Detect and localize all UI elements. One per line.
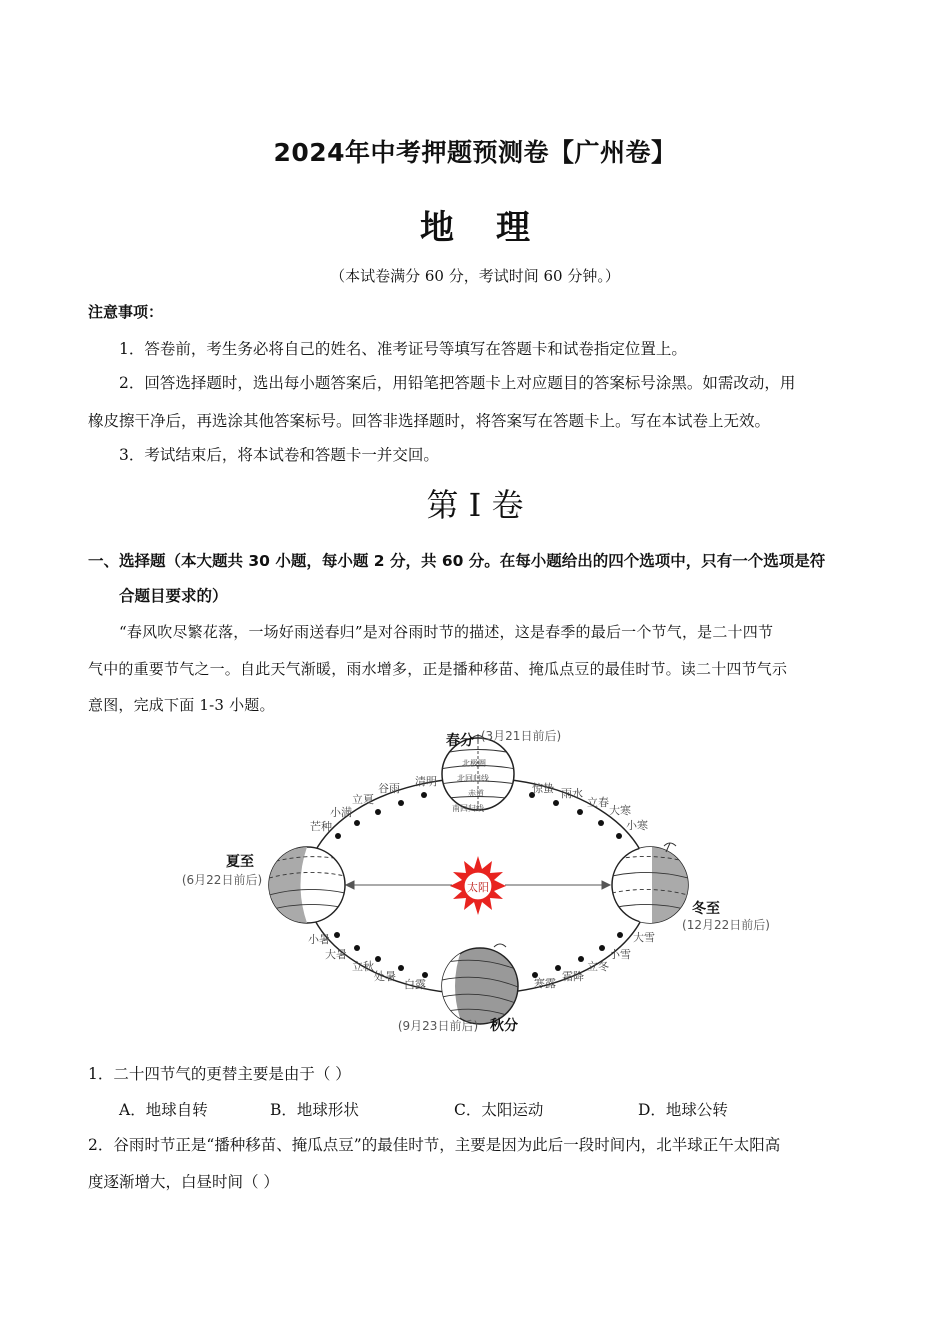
- passage-line-1: “春风吹尽繁花落，一场好雨送春归”是对谷雨时节的描述，这是春季的最后一个节气，是二十四节: [119, 623, 774, 641]
- term-xiaoman: 小满: [330, 806, 352, 819]
- volume-title: 第 I 卷: [426, 486, 524, 524]
- autumn-equinox-date: (9月23日前后): [397, 1019, 479, 1033]
- question-2-stem: 2．谷雨时节正是“播种移苗、掩瓜点豆”的最佳时节，主要是因为此后一段时间内，北半球正午太阳高: [88, 1136, 781, 1154]
- sun-label: 太阳: [467, 881, 489, 894]
- question-1-option-a[interactable]: A．地球自转: [119, 1101, 208, 1119]
- term-lidong: 立冬: [587, 960, 609, 973]
- subject-title: 地 理: [420, 208, 530, 248]
- latitude-equator: 赤道: [468, 789, 484, 798]
- passage-line-2: 气中的重要节气之一。自此天气渐暖，雨水增多，正是播种移苗、掩瓜点豆的最佳时节。读二十四节气示: [88, 660, 788, 678]
- term-lixia: 立夏: [352, 793, 374, 806]
- arrow-summer-sun: [346, 881, 452, 889]
- term-jingzhe: 惊蛰: [532, 782, 554, 795]
- question-1-option-b[interactable]: B．地球形状: [270, 1101, 359, 1119]
- section-heading-cont: 合题目要求的）: [119, 587, 228, 605]
- notice-item-3: 3．考试结束后，将本试卷和答题卡一并交回。: [119, 446, 439, 464]
- question-1-stem: 1．二十四节气的更替主要是由于（ ）: [88, 1065, 351, 1083]
- summer-solstice-label: 夏至: [226, 854, 254, 870]
- section-heading: 一、选择题（本大题共 30 小题，每小题 2 分，共 60 分。在每小题给出的四个选项中，只有一个选项是符: [88, 552, 826, 570]
- term-bailu: 白露: [404, 978, 426, 991]
- earth-winter-solstice: [612, 843, 688, 923]
- term-qingming: 清明: [415, 775, 437, 788]
- winter-solstice-date: (12月22日前后): [682, 918, 770, 932]
- notice-item-2: 2．回答选择题时，选出每小题答案后，用铅笔把答题卡上对应题目的答案标号涂黑。如需改动，用: [119, 374, 796, 392]
- term-mangzhong: 芒种: [310, 820, 332, 833]
- term-yushui: 雨水: [561, 787, 583, 800]
- term-dashu: 大暑: [325, 948, 347, 961]
- term-lichun: 立春: [587, 796, 609, 809]
- term-xiaoshu: 小暑: [308, 933, 330, 946]
- question-1-option-d[interactable]: D．地球公转: [638, 1101, 728, 1119]
- exam-title: 2024年中考押题预测卷【广州卷】: [273, 138, 677, 167]
- passage-line-3: 意图，完成下面 1-3 小题。: [88, 696, 275, 714]
- spring-equinox-date: (3月21日前后): [480, 729, 562, 743]
- arrow-sun-winter: [505, 881, 610, 889]
- term-liqiu: 立秋: [352, 960, 374, 973]
- question-1-option-c[interactable]: C．太阳运动: [454, 1101, 544, 1119]
- notice-item-2-cont: 橡皮擦干净后，再选涂其他答案标号。回答非选择题时，将答案写在答题卡上。写在本试卷上无效。: [88, 412, 771, 430]
- earth-summer-solstice: [269, 847, 345, 923]
- notice-item-1: 1．答卷前，考生务必将自己的姓名、准考证号等填写在答题卡和试卷指定位置上。: [119, 340, 687, 358]
- exam-subnote: （本试卷满分 60 分，考试时间 60 分钟。）: [330, 267, 620, 285]
- notice-heading: 注意事项：: [88, 303, 164, 321]
- winter-solstice-label: 冬至: [692, 901, 720, 917]
- term-guyu: 谷雨: [378, 782, 400, 795]
- latitude-tropic-capricorn: 南回归线: [452, 804, 484, 813]
- term-shuangjiang: 霜降: [562, 970, 584, 983]
- summer-solstice-date: (6月22日前后): [181, 873, 263, 887]
- term-xiaoxue: 小雪: [609, 948, 631, 961]
- earth-autumn-equinox: [442, 944, 518, 1024]
- autumn-equinox-label: 秋分: [490, 1018, 518, 1034]
- term-chushu: 处暑: [374, 970, 396, 983]
- term-hanlu: 寒露: [534, 977, 556, 990]
- latitude-tropic-cancer: 北回归线: [457, 774, 489, 783]
- spring-equinox-label: 春分: [446, 733, 474, 749]
- question-2-stem-cont: 度逐渐增大，白昼时间（ ）: [88, 1173, 279, 1191]
- latitude-arctic-circle: 北极圈: [462, 759, 486, 768]
- term-dahan: 大寒: [609, 804, 631, 817]
- term-xiaohan: 小寒: [626, 819, 648, 832]
- term-daxue: 大雪: [633, 931, 655, 944]
